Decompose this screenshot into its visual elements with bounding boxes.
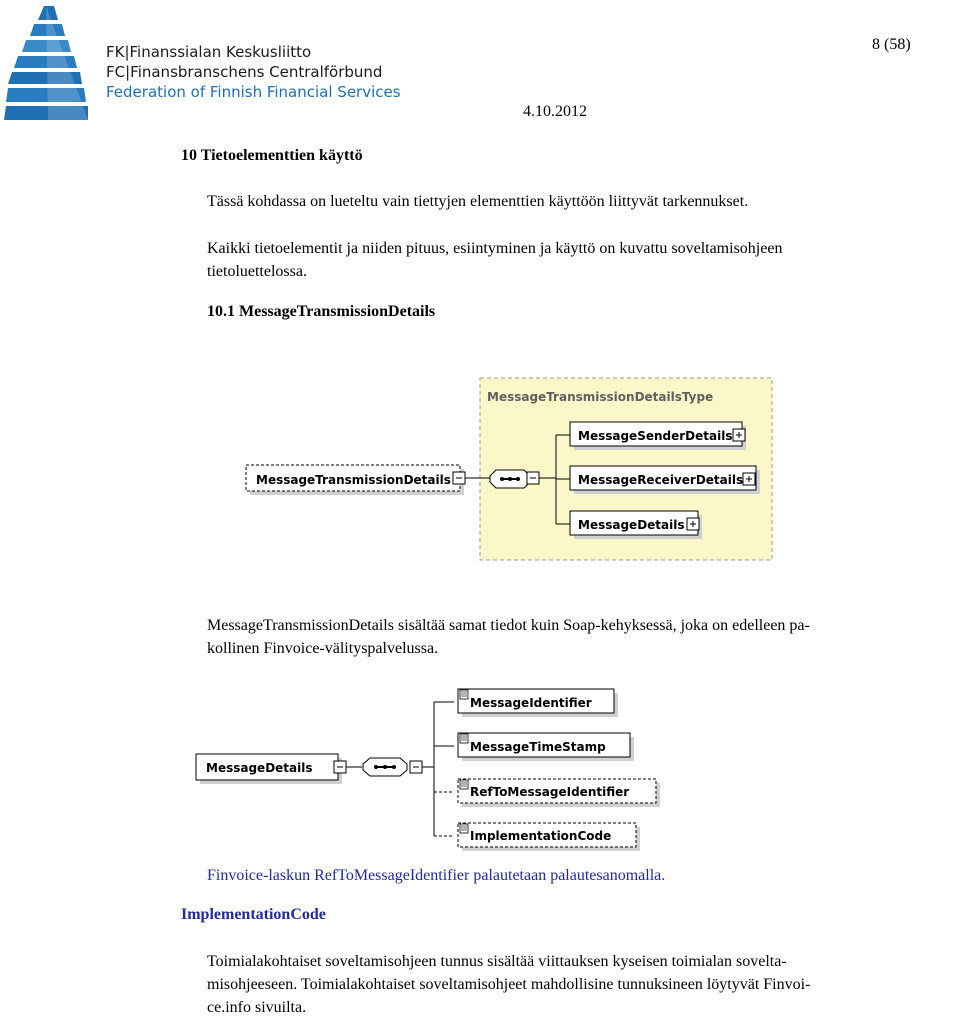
- subsection-title: 10.1 MessageTransmissionDetails: [207, 303, 436, 320]
- implementation-code-title: ImplementationCode: [181, 906, 326, 923]
- diagram-message-transmission-details: [240, 372, 780, 564]
- document-icon: [460, 780, 468, 789]
- implementation-paragraph-line-2: misohjeeseen. Toimialakohtaiset soveltamisohjeet mahdollisine tunnuksineen löytyvät Finvoi-: [207, 976, 811, 993]
- implementation-paragraph-line-1: Toimialakohtaiset soveltamisohjeen tunnus sisältää viittauksen kyseisen toimialan sovelta-: [207, 953, 787, 970]
- document-icon: [460, 734, 468, 743]
- logo-icon: [4, 4, 90, 122]
- section-paragraph-1: Tässä kohdassa on lueteltu vain tiettyjen elementtien käyttöön liittyvät tarkennukset.: [207, 193, 749, 210]
- child-element-label: ImplementationCode: [470, 829, 612, 843]
- child-element-label: RefToMessageIdentifier: [470, 785, 630, 799]
- root-element-label: MessageTransmissionDetails: [256, 473, 451, 487]
- body-paragraph-line-1: MessageTransmissionDetails sisältää samat tiedot kuin Soap-kehyksessä, joka on edelleen pa-: [207, 617, 810, 634]
- section-paragraph-2b: tietoluettelossa.: [207, 263, 307, 280]
- root-element-label: MessageDetails: [206, 761, 313, 775]
- note-text: Finvoice-laskun RefToMessageIdentifier palautetaan palautesanomalla.: [207, 867, 666, 884]
- section-paragraph-2a: Kaikki tietoelementit ja niiden pituus, esiintyminen ja käyttö on kuvattu soveltamisohjeen: [207, 240, 783, 257]
- type-label: MessageTransmissionDetailsType: [487, 390, 714, 404]
- child-element-label: MessageIdentifier: [470, 696, 592, 710]
- child-element-label: MessageReceiverDetails: [578, 473, 744, 487]
- implementation-paragraph-line-3: ce.info sivuilta.: [207, 999, 307, 1016]
- document-icon: [460, 690, 468, 699]
- section-title: 10 Tietoelementtien käyttö: [181, 147, 363, 164]
- child-element-label: MessageTimeStamp: [470, 740, 606, 754]
- diagram-message-details: [190, 684, 670, 860]
- org-name-fi: FK|Finanssialan Keskusliitto: [106, 43, 312, 61]
- document-icon: [460, 824, 468, 833]
- org-name-sv: FC|Finansbranschens Centralförbund: [106, 63, 383, 81]
- org-name-en: Federation of Finnish Financial Services: [106, 83, 401, 101]
- child-element-label: MessageDetails: [578, 518, 685, 532]
- child-element-label: MessageSenderDetails: [578, 429, 733, 443]
- body-paragraph-line-2: kollinen Finvoice-välityspalvelussa.: [207, 640, 439, 657]
- page-number: 8 (58): [872, 36, 911, 53]
- document-date: 4.10.2012: [523, 103, 587, 120]
